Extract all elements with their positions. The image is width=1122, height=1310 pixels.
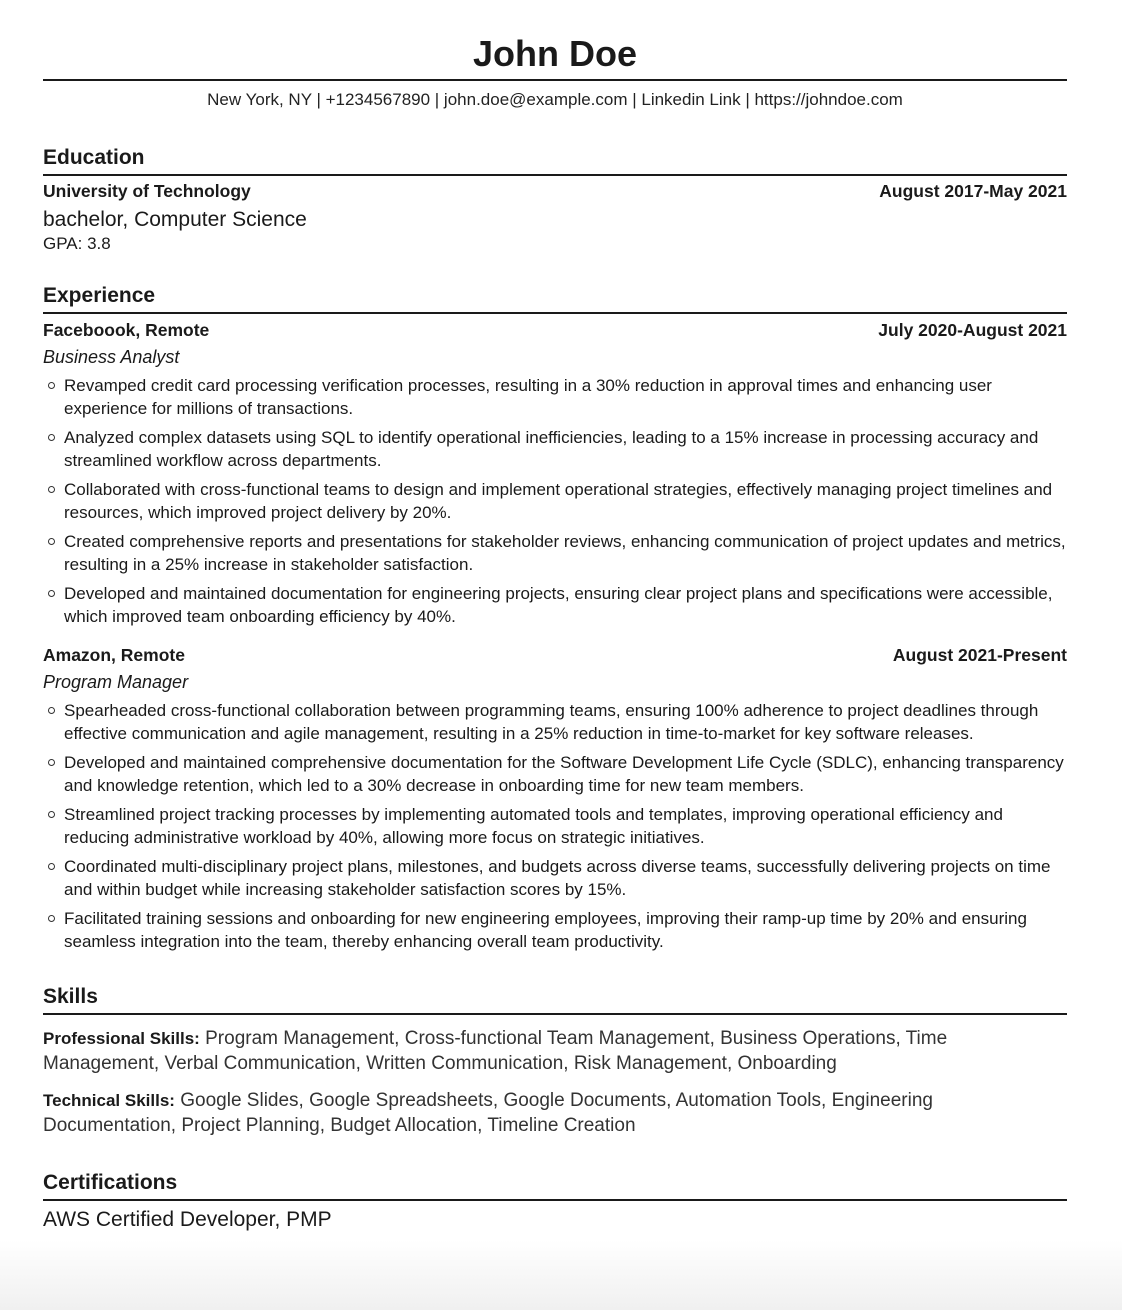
skills-title: Skills: [43, 985, 98, 1008]
bullet-text: Developed and maintained documentation for engineering projects, ensuring clear project plans and specifications were accessible, which improved team onboarding efficiency by 40%.: [64, 584, 1053, 626]
bullet-item: [43, 855, 1067, 901]
job-dates: August 2021-Present: [892, 645, 1067, 665]
bullet-circle-icon: [48, 811, 55, 818]
bullet-item: [43, 907, 1067, 953]
technical-skills: [43, 1088, 1067, 1138]
job-role: Program Manager: [43, 672, 189, 692]
bullet-circle-icon: [48, 707, 55, 714]
degree: bachelor, Computer Science: [43, 208, 307, 231]
technical-skills-value: Google Slides, Google Spreadsheets, Google Documents, Automation Tools, Engineering Documentation, Project Planning, Budget Allocation, Timeline Creation: [43, 1090, 933, 1136]
education-divider: [43, 174, 1067, 176]
bullet-item: [43, 751, 1067, 797]
bullet-circle-icon: [48, 434, 55, 441]
education-entry-header: [43, 180, 1067, 202]
bullet-text: Coordinated multi-disciplinary project plans, milestones, and budgets across diverse teams, successfully delivering projects on time and within budget while increasing stakeholder satisfaction scores by 15%.: [64, 857, 1051, 899]
certifications-title: Certifications: [43, 1171, 178, 1194]
education-title: Education: [43, 146, 145, 169]
bullet-item: [43, 426, 1067, 472]
bullet-circle-icon: [48, 382, 55, 389]
job-role: Business Analyst: [43, 347, 180, 367]
professional-skills-value: Program Management, Cross-functional Team Management, Business Operations, Time Management, Verbal Communication, Written Communication, Risk Management, Onboarding: [43, 1028, 948, 1074]
company-name: Faceboook, Remote: [43, 320, 210, 340]
gpa: GPA: 3.8: [43, 234, 111, 253]
candidate-name: John Doe: [472, 33, 637, 74]
bullet-item: [43, 478, 1067, 524]
bullet-text: Streamlined project tracking processes by implementing automated tools and templates, improving operational efficiency and reducing administrative workload by 40%, allowing more focus on strategic initiatives.: [64, 805, 1003, 847]
bullet-text: Spearheaded cross-functional collaboration between programming teams, ensuring 100% adherence to project deadlines through effective communication and agile management, resulting in a 25% reduction in time-to-market for key software releases.: [64, 701, 1039, 743]
experience-title: Experience: [43, 284, 156, 307]
job-entry: [43, 319, 1067, 628]
experience-section: [43, 283, 1067, 953]
bullet-circle-icon: [48, 759, 55, 766]
bullet-item: [43, 530, 1067, 576]
certifications-section: [43, 1170, 1067, 1233]
name-divider: [43, 79, 1067, 81]
bullet-item: [43, 803, 1067, 849]
job-bullets: [43, 699, 1067, 953]
bullet-item: [43, 582, 1067, 628]
job-entry: [43, 644, 1067, 953]
bullet-item: [43, 699, 1067, 745]
certifications-value: AWS Certified Developer, PMP: [43, 1208, 332, 1231]
bullet-circle-icon: [48, 915, 55, 922]
company-name: Amazon, Remote: [43, 645, 185, 665]
bullet-text: Facilitated training sessions and onboarding for new engineering employees, improving their ramp-up time by 20% and ensuring seamless integration into the team, thereby enhancing overall team productivity.: [64, 909, 1027, 951]
bullet-item: [43, 374, 1067, 420]
skills-section: [43, 984, 1067, 1138]
resume-page: [43, 0, 1067, 1233]
skills-divider: [43, 1013, 1067, 1015]
page-bottom-fade: [0, 1240, 1122, 1310]
bullet-circle-icon: [48, 538, 55, 545]
bullet-text: Revamped credit card processing verification processes, resulting in a 30% reduction in approval times and enhancing user experience for millions of transactions.: [64, 376, 992, 418]
bullet-text: Created comprehensive reports and presentations for stakeholder reviews, enhancing communication of project updates and metrics, resulting in a 25% increase in stakeholder satisfaction.: [64, 532, 1066, 574]
job-header: [43, 319, 1067, 341]
contact-line: New York, NY | +1234567890 | john.doe@example.com | Linkedin Link | https://johndoe.com: [207, 90, 903, 109]
job-header: [43, 644, 1067, 666]
technical-skills-label: Technical Skills:: [43, 1091, 175, 1110]
bullet-text: Developed and maintained comprehensive documentation for the Software Development Life Cycle (SDLC), enhancing transparency and knowledge retention, which led to a 30% decrease in onboarding time for new team members.: [64, 753, 1064, 795]
professional-skills: [43, 1026, 1067, 1076]
bullet-circle-icon: [48, 486, 55, 493]
education-dates: August 2017-May 2021: [879, 181, 1067, 201]
bullet-text: Collaborated with cross-functional teams to design and implement operational strategies, effectively managing project timelines and resources, which improved project delivery by 20%.: [64, 480, 1053, 522]
education-section: [43, 145, 1067, 255]
experience-divider: [43, 312, 1067, 314]
bullet-circle-icon: [48, 590, 55, 597]
bullet-circle-icon: [48, 863, 55, 870]
job-dates: July 2020-August 2021: [878, 320, 1067, 340]
professional-skills-label: Professional Skills:: [43, 1029, 200, 1048]
bullet-text: Analyzed complex datasets using SQL to identify operational inefficiencies, leading to a 15% increase in processing accuracy and streamlined workflow across departments.: [64, 428, 1039, 470]
job-bullets: [43, 374, 1067, 628]
certifications-divider: [43, 1199, 1067, 1201]
school-name: University of Technology: [43, 181, 251, 201]
